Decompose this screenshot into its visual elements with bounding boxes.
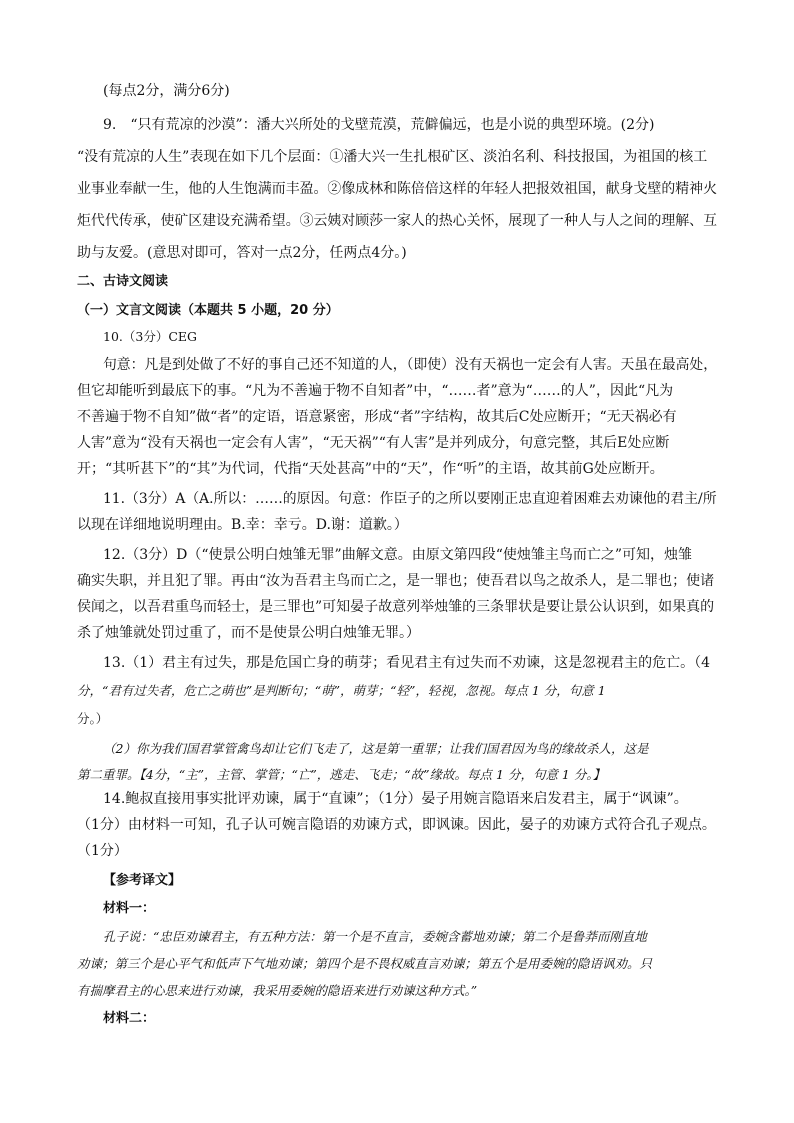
answer-q10-line-3: 不善遍于物不自知”做“者”的定语，语意紧密，形成“者”字结构，故其后C处应断开；“无天祸必有 <box>77 409 677 425</box>
material-one-line-3: 有揣摩君主的心思来进行劝谏，我采用委婉的隐语来进行劝谏这种方式。” <box>77 983 478 998</box>
answer-q12-line-2: 确实失职，并且犯了罪。再由“汝为吾君主鸟而亡之，是一罪也；使吾君以鸟之故杀人，是二罪也；使诸 <box>77 573 715 589</box>
answer-q13-line-2: 分，“君有过失者，危亡之萌也”是判断句；“萌”，萌芽；“轻”，轻视，忽视。每点 1 分，句意 1 <box>77 683 606 698</box>
answer-q9-line-5: 助与友爱。(意思对即可，答对一点2分，任两点4分。) <box>77 245 407 261</box>
answer-q14-line-3: （1分） <box>77 843 128 859</box>
answer-q13-line-5: 第二重罪。【4分，“主”，主管、掌管；“亡”，逃走、飞走；“故”缘故。每点 1 分，句意 1 分。】 <box>77 767 606 782</box>
answer-q10-line-4: 人害”意为“没有天祸也一定会有人害”，“无天祸”“有人害”是并列成分，句意完整，其后E处应断 <box>77 435 670 451</box>
answer-q10-line-1: 句意：凡是到处做了不好的事自己还不知道的人，（即使）没有天祸也一定会有人害。天虽在最高处， <box>103 357 718 373</box>
score-note: (每点2分，满分6分) <box>103 83 230 99</box>
answer-q12-line-3: 侯闻之，以吾君重鸟而轻士，是三罪也”可知晏子故意列举烛雏的三条罪状是要让景公认识到，如果真的 <box>77 599 715 615</box>
answer-q9-line-2: “没有荒凉的人生”表现在如下几个层面：①潘大兴一生扎根矿区、淡泊名利、科技报国，为祖国的核工 <box>77 149 708 165</box>
answer-q14-line-2: （1分）由材料一可知，孔子认可婉言隐语的劝谏方式，即讽谏。因此，晏子的劝谏方式符合孔子观点。 <box>77 817 716 833</box>
answer-q11-line-1: 11.（3分）A（A.所以：……的原因。句意：作臣子的之所以要刚正忠直迎着困难去劝谏他的君主/所 <box>103 491 717 507</box>
section-heading: 二、古诗文阅读 <box>77 274 169 289</box>
answer-q10-line-2: 但它却能听到最底下的事。“凡为不善遍于物不自知者”中，“……者”意为“……的人”，因此“凡为 <box>77 383 674 399</box>
answer-q12-line-1: 12.（3分）D（“使景公明白烛雏无罪”曲解文意。由原文第四段“使烛雏主鸟而亡之”可知，烛雏 <box>103 547 693 563</box>
answer-q14-line-1: 14.鲍叔直接用事实批评劝谏，属于“直谏”；（1分）晏子用婉言隐语来启发君主，属于“讽谏”。 <box>103 791 688 807</box>
reference-translation-title: 【参考译文】 <box>103 873 182 888</box>
material-two-title: 材料二： <box>103 1011 156 1026</box>
material-one-line-2: 劝谏；第三个是心平气和低声下气地劝谏；第四个是不畏权威直言劝谏；第五个是用委婉的隐语讽劝。只 <box>77 956 653 971</box>
answer-q12-line-4: 杀了烛雏就处罚过重了，而不是使景公明白烛雏无罪。） <box>77 625 420 641</box>
answer-q13-line-3: 分。） <box>77 711 109 726</box>
material-one-line-1: 孔子说：“忠臣劝谏君主，有五种方法：第一个是不直言，委婉含蓄地劝谏；第二个是鲁莽而刚直地 <box>103 929 647 944</box>
answer-q13-line-4: （2）你为我们国君掌管禽鸟却让它们飞走了，这是第一重罪；让我们国君因为鸟的缘故杀人，这是 <box>103 741 649 756</box>
subsection-heading: （一）文言文阅读（本题共 5 小题，20 分） <box>77 303 339 318</box>
answer-q13-line-1: 13.（1）君主有过失，那是危国亡身的萌芽；看见君主有过失而不劝谏，这是忽视君主的危亡。（4 <box>103 655 711 671</box>
answer-q9-line-4: 炬代代传承，使矿区建设充满希望。③云姨对顾莎一家人的热心关怀，展现了一种人与人之间的理解、互 <box>77 213 718 229</box>
answer-q9-line-1: 9. “只有荒凉的沙漠”：潘大兴所处的戈壁荒漠，荒僻偏远，也是小说的典型环境。(2分) <box>103 117 655 133</box>
answer-q10-head: 10.（3分）CEG <box>103 329 198 344</box>
answer-q9-line-3: 业事业奉献一生，他的人生饱满而丰盈。②像成林和陈倍倍这样的年轻人把报效祖国，献身戈壁的精神火 <box>77 181 718 197</box>
answer-q11-line-2: 以现在详细地说明理由。B.幸：幸亏。D.谢：道歉。） <box>77 517 408 533</box>
answer-q10-line-5: 开；“其听甚下”的“其”为代词，代指“天处甚高”中的“天”，作“听”的主语，故其前G处应断开。 <box>77 461 664 477</box>
material-one-title: 材料一： <box>103 901 156 916</box>
